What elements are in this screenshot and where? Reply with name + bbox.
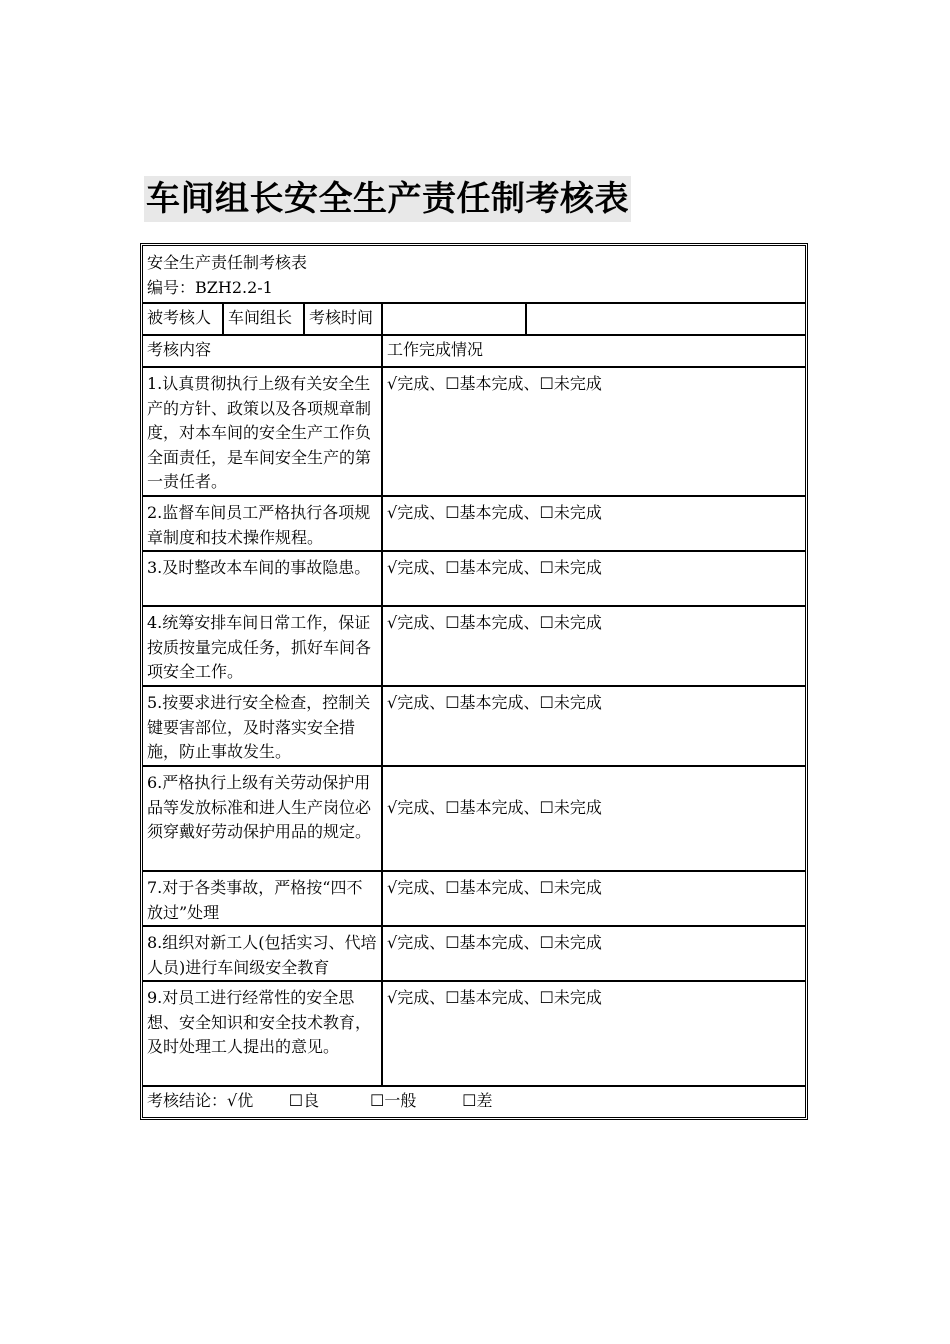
table-row (143, 550, 805, 605)
extra-value-field[interactable] (527, 304, 805, 334)
item-text: 6.严格执行上级有关劳动保护用品等发放标准和进人生产岗位必须穿戴好劳动保护用品的规定。 (143, 767, 383, 870)
column-header-row (143, 334, 805, 366)
item-status[interactable]: √完成、☐基本完成、☐未完成 (387, 693, 602, 712)
status-column-header: 工作完成情况 (387, 340, 484, 359)
item-status[interactable]: √完成、☐基本完成、☐未完成 (387, 558, 602, 577)
item-status[interactable]: √完成、☐基本完成、☐未完成 (387, 613, 602, 632)
time-label: 考核时间 (305, 304, 383, 334)
table-header-row (143, 246, 805, 302)
table-row (143, 980, 805, 1085)
meta-row (143, 302, 805, 334)
item-text: 2.监督车间员工严格执行各项规章制度和技术操作规程。 (143, 497, 383, 550)
item-text: 4.统筹安排车间日常工作，保证按质按量完成任务，抓好车间各项安全工作。 (143, 607, 383, 685)
content-column-header: 考核内容 (143, 336, 383, 366)
table-row (143, 605, 805, 685)
table-row (143, 495, 805, 550)
assessment-table (140, 243, 808, 1120)
table-row (143, 685, 805, 765)
table-row (143, 925, 805, 980)
form-code: 编号：BZH2.2-1 (147, 277, 273, 297)
conclusion-row (143, 1085, 805, 1117)
item-text: 3.及时整改本车间的事故隐患。 (143, 552, 383, 605)
time-value-field[interactable] (383, 304, 527, 334)
form-header-cell (143, 246, 805, 302)
table-row (143, 366, 805, 495)
conclusion-text[interactable]: 考核结论：√优 ☐良 ☐一般 ☐差 (147, 1091, 493, 1110)
item-text: 5.按要求进行安全检查，控制关键要害部位，及时落实安全措施，防止事故发生。 (143, 687, 383, 765)
item-status[interactable]: √完成、☐基本完成、☐未完成 (387, 933, 602, 952)
item-text: 7.对于各类事故，严格按“四不放过”处理 (143, 872, 383, 925)
assessee-label: 被考核人 (143, 304, 224, 334)
form-name: 安全生产责任制考核表 (147, 253, 308, 272)
item-text: 1.认真贯彻执行上级有关安全生产的方针、政策以及各项规章制度，对本车间的安全生产工作负全面责任，是车间安全生产的第一责任者。 (143, 368, 383, 495)
assessee-value: 车间组长 (224, 304, 305, 334)
item-status[interactable]: √完成、☐基本完成、☐未完成 (387, 798, 602, 817)
item-status[interactable]: √完成、☐基本完成、☐未完成 (387, 374, 602, 393)
table-row (143, 870, 805, 925)
item-text: 8.组织对新工人(包括实习、代培人员)进行车间级安全教育 (143, 927, 383, 980)
item-text: 9.对员工进行经常性的安全思想、安全知识和安全技术教育，及时处理工人提出的意见。 (143, 982, 383, 1085)
table-row (143, 765, 805, 870)
item-status[interactable]: √完成、☐基本完成、☐未完成 (387, 988, 602, 1007)
document-title: 车间组长安全生产责任制考核表 (144, 176, 631, 222)
item-status[interactable]: √完成、☐基本完成、☐未完成 (387, 878, 602, 897)
item-status[interactable]: √完成、☐基本完成、☐未完成 (387, 503, 602, 522)
